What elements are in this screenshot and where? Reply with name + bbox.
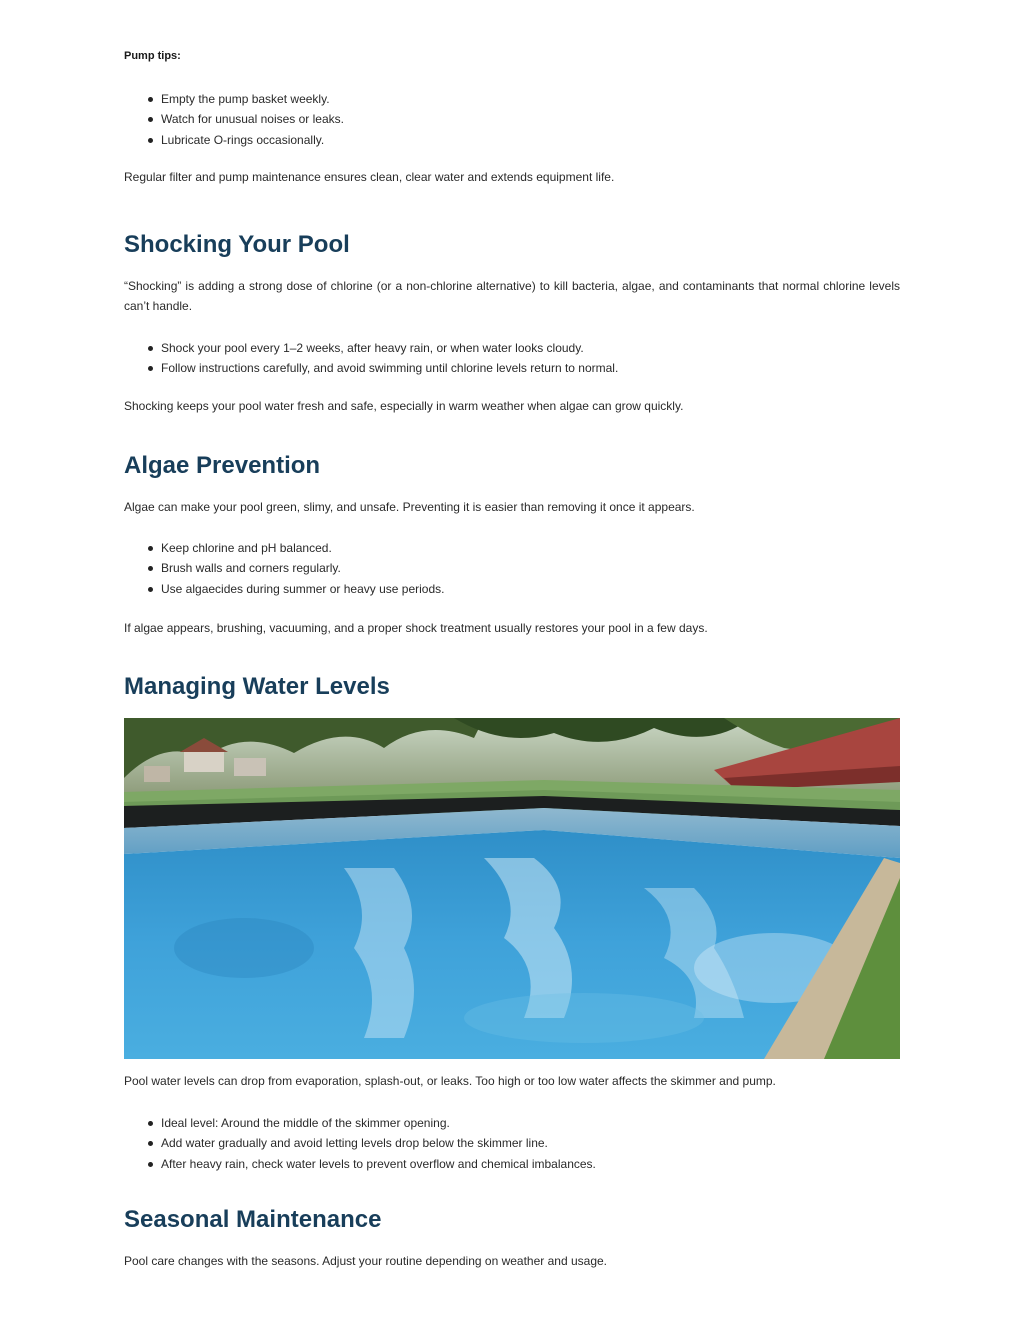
algae-list [124, 538, 937, 599]
heading-algae: Algae Prevention [124, 452, 321, 479]
shocking-list [124, 338, 937, 379]
list-item: Add water gradually and avoid letting levels drop below the skimmer line. [161, 1133, 937, 1153]
list-item: Keep chlorine and pH balanced. [161, 538, 937, 558]
list-item: Empty the pump basket weekly. [161, 89, 937, 109]
list-item: Brush walls and corners regularly. [161, 558, 937, 578]
seasonal-intro: Pool care changes with the seasons. Adjust your routine depending on weather and usage. [124, 1254, 607, 1268]
water-levels-intro: Pool water levels can drop from evaporation, splash-out, or leaks. Too high or too low water affects the skimmer and pump. [124, 1074, 776, 1088]
list-item: Lubricate O-rings occasionally. [161, 130, 937, 150]
pump-summary: Regular filter and pump maintenance ensures clean, clear water and extends equipment life. [124, 170, 615, 184]
heading-water-levels: Managing Water Levels [124, 673, 390, 700]
heading-shocking: Shocking Your Pool [124, 231, 350, 258]
heading-seasonal: Seasonal Maintenance [124, 1206, 382, 1233]
algae-intro: Algae can make your pool green, slimy, and unsafe. Preventing it is easier than removing it once it appears. [124, 500, 695, 514]
list-item: Ideal level: Around the middle of the skimmer opening. [161, 1113, 937, 1133]
list-item: Use algaecides during summer or heavy use periods. [161, 579, 937, 599]
list-item: Shock your pool every 1–2 weeks, after heavy rain, or when water looks cloudy. [161, 338, 937, 358]
list-item: Follow instructions carefully, and avoid swimming until chlorine levels return to normal. [161, 358, 937, 378]
water-levels-list [124, 1113, 937, 1174]
pump-tips-list [124, 89, 937, 150]
list-item: After heavy rain, check water levels to prevent overflow and chemical imbalances. [161, 1154, 937, 1174]
shocking-summary: Shocking keeps your pool water fresh and safe, especially in warm weather when algae can grow quickly. [124, 399, 684, 413]
list-item: Watch for unusual noises or leaks. [161, 109, 937, 129]
shocking-intro: “Shocking” is adding a strong dose of chlorine (or a non-chlorine alternative) to kill bacteria, algae, and contaminants that normal chlorine levels can’t handle. [124, 279, 900, 313]
pump-tips-label: Pump tips: [124, 50, 181, 62]
algae-summary: If algae appears, brushing, vacuuming, and a proper shock treatment usually restores your pool in a few days. [124, 621, 708, 635]
pool-photo [124, 718, 900, 1059]
